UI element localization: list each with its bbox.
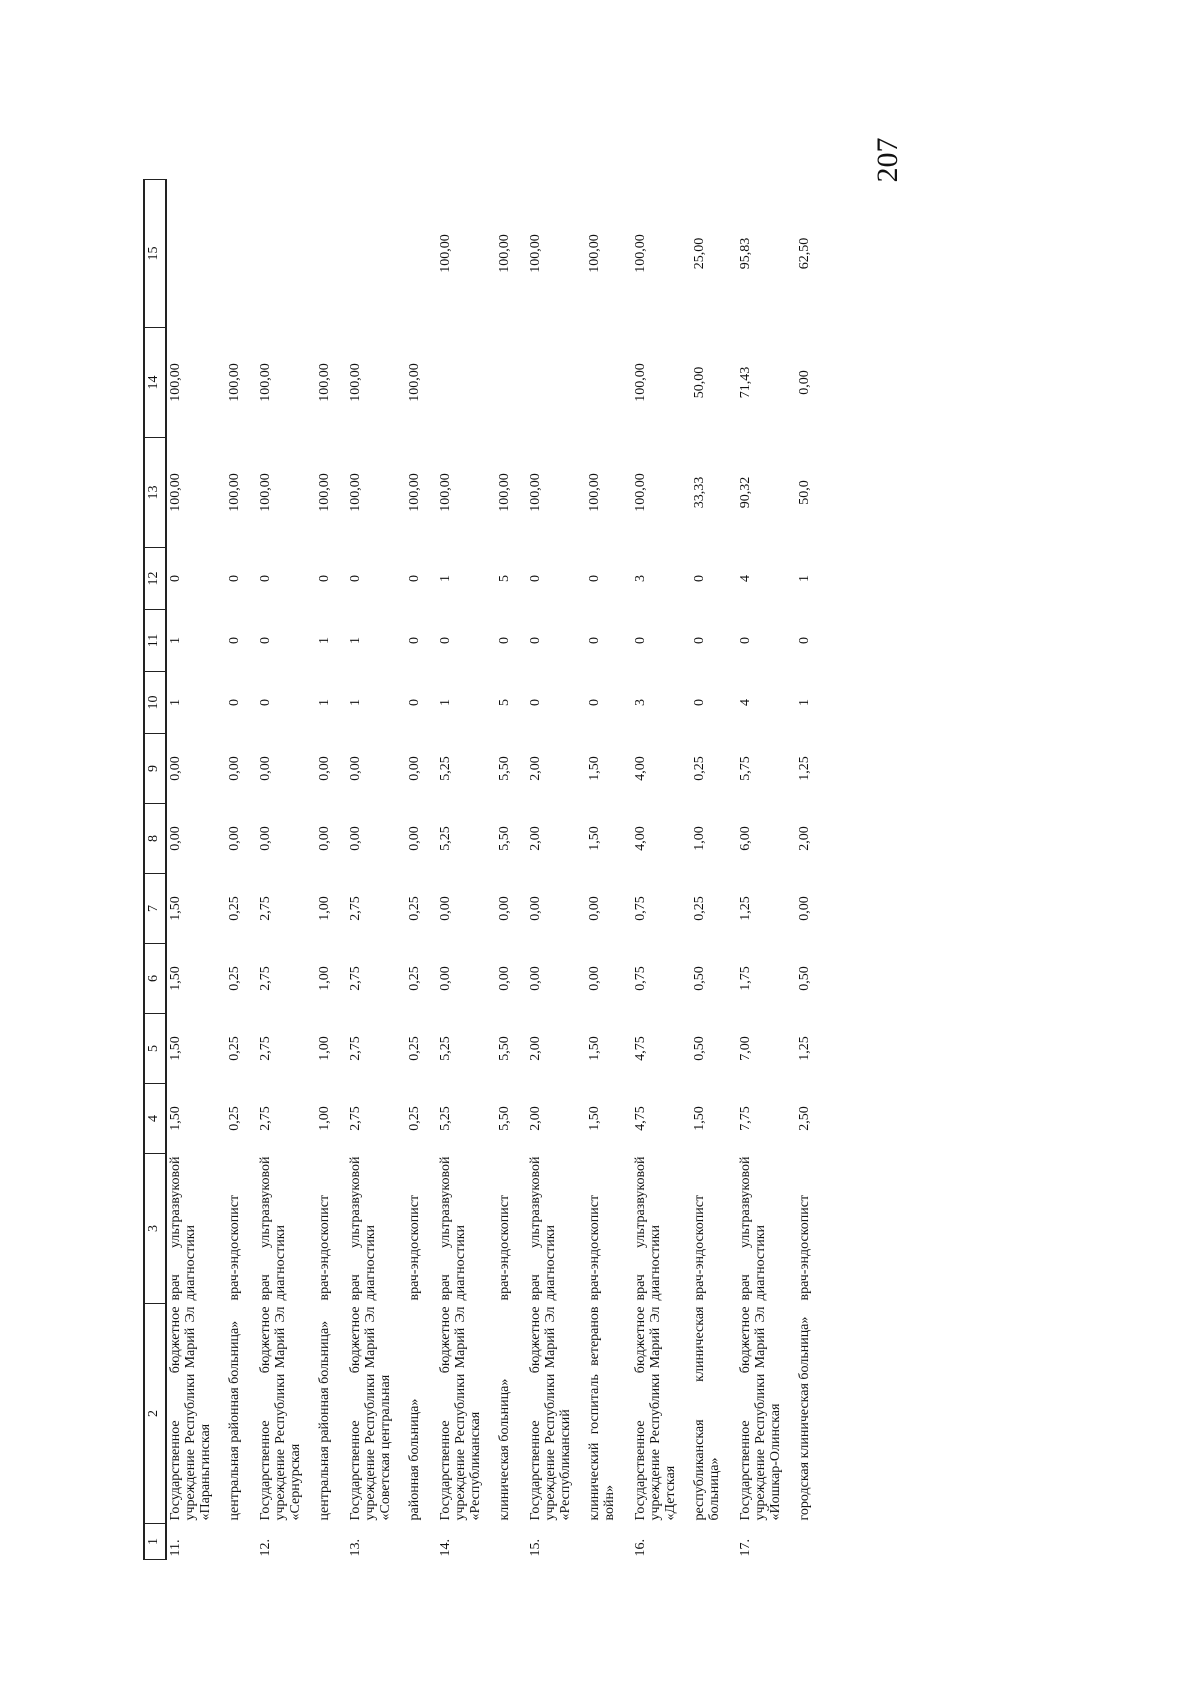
value-cell: 2,00 [797,826,812,851]
column-header: 6 [144,944,166,1014]
value-cell: 1,75 [738,966,753,991]
value-cell: 0,00 [797,896,812,921]
value-cell: 0,00 [168,826,183,851]
table-row [166,180,226,1560]
value-cell: 5,50 [497,1036,512,1061]
column-header: 1 [144,1524,166,1560]
organization-name: Государственное бюджетное учреждение Республики Марий Эл «Йошкар-Олинская [738,1306,783,1521]
row-number [586,1524,618,1560]
specialty-name: врач-эндоскопист [797,1194,812,1301]
value-cell: 2,75 [348,896,363,921]
page-number: 207 [871,137,904,183]
value-cell: 0 [633,637,648,644]
value-cell: 0,00 [317,826,332,851]
value-cell: 0 [587,699,602,706]
value-cell: 100,00 [317,473,332,512]
value-cell: 100,00 [438,234,453,273]
value-cell: 0 [438,637,453,644]
specialty-name: врач ультразвуковой диагностики [348,1156,378,1301]
value-cell: 0,50 [692,1036,707,1061]
value-cell: 0,25 [407,966,422,991]
header-row [144,180,166,1560]
value-cell: 5,25 [438,1106,453,1131]
row-number [691,1524,723,1560]
row-number: 16. [633,1539,648,1557]
column-header: 10 [144,672,166,734]
value-cell: 0 [407,637,422,644]
value-cell: 1,50 [168,896,183,921]
value-cell: 5,50 [497,826,512,851]
value-cell: 0,00 [528,896,543,921]
value-cell: 0,00 [497,896,512,921]
table-row [347,180,406,1560]
table-row [527,180,586,1560]
value-cell: 4,00 [633,826,648,851]
table-row [437,180,496,1560]
value-cell: 0,00 [168,756,183,781]
specialty-name: врач ультразвуковой диагностики [438,1156,468,1301]
value-cell: 0 [497,637,512,644]
column-header: 14 [144,328,166,438]
organization-name: клинический госпиталь ветеранов войн» [587,1306,617,1521]
row-number: 13. [348,1539,363,1557]
table-row [316,180,333,1560]
organization-name: районная больница» [407,1398,422,1521]
specialty-name: врач ультразвуковой диагностики [168,1156,198,1301]
value-cell: 0,50 [797,966,812,991]
value-cell: 1 [168,699,183,706]
value-cell: 1,00 [317,896,332,921]
value-cell: 33,33 [692,476,707,509]
value-cell: 0,25 [227,966,242,991]
column-header: 5 [144,1014,166,1084]
value-cell: 0,00 [797,370,812,395]
spacer-cell [513,180,527,1560]
value-cell: 100,00 [348,473,363,512]
table-row [691,180,723,1560]
value-cell: 100,00 [528,473,543,512]
specialty-name: врач-эндоскопист [497,1194,512,1301]
value-cell: 0,00 [348,826,363,851]
value-cell: 1 [797,575,812,582]
value-cell: 5 [497,699,512,706]
value-cell: 2,75 [348,1106,363,1131]
value-cell: 0 [692,699,707,706]
value-cell: 5,75 [738,756,753,781]
value-cell: 100,00 [528,234,543,273]
value-cell: 100,00 [168,473,183,512]
row-number [496,1524,513,1560]
column-header: 13 [144,438,166,548]
value-cell: 1,50 [168,1106,183,1131]
value-cell: 1,50 [168,1036,183,1061]
organization-name: Государственное бюджетное учреждение Республики Марий Эл «Советская центральная [348,1306,393,1521]
row-number [406,1524,423,1560]
value-cell: 100,00 [587,234,602,273]
value-cell: 90,32 [738,476,753,509]
value-cell: 7,00 [738,1036,753,1061]
organization-name: городская клиническая больница» [797,1316,812,1521]
row-number: 17. [738,1539,753,1557]
value-cell: 0 [528,575,543,582]
row-spacer [513,180,527,1560]
value-cell [316,180,333,328]
value-cell: 4 [738,575,753,582]
specialty-name: врач-эндоскопист [587,1194,602,1301]
value-cell: 0 [348,575,363,582]
table-row [406,180,423,1560]
value-cell: 0,00 [587,966,602,991]
value-cell [347,180,406,328]
value-cell: 100,00 [633,234,648,273]
value-cell: 7,75 [738,1106,753,1131]
value-cell: 100,00 [258,363,273,402]
value-cell: 2,75 [258,896,273,921]
value-cell: 1 [348,637,363,644]
value-cell: 1,25 [738,896,753,921]
value-cell: 0,50 [692,966,707,991]
value-cell [226,180,243,328]
value-cell: 0 [692,575,707,582]
organization-name: Государственное бюджетное учреждение Республики Марий Эл «Республиканская [438,1306,483,1521]
value-cell: 0,00 [258,826,273,851]
value-cell: 0 [168,575,183,582]
column-header: 11 [144,610,166,672]
value-cell: 1,50 [587,756,602,781]
value-cell: 1 [168,637,183,644]
value-cell: 6,00 [738,826,753,851]
organization-name: Государственное бюджетное учреждение Республики Марий Эл «Параньгинская [168,1306,213,1521]
table-row [257,180,316,1560]
value-cell: 2,75 [258,966,273,991]
value-cell: 62,50 [797,237,812,270]
value-cell: 1 [438,575,453,582]
spacer-cell [243,180,257,1560]
value-cell: 0 [797,637,812,644]
specialty-name: врач ультразвуковой диагностики [258,1156,288,1301]
value-cell: 0 [258,637,273,644]
specialty-name: врач ультразвуковой диагностики [528,1156,558,1301]
value-cell: 2,00 [528,1036,543,1061]
value-cell: 3 [633,699,648,706]
column-header: 4 [144,1084,166,1154]
value-cell: 5,50 [497,1106,512,1131]
value-cell: 1 [317,699,332,706]
value-cell: 0,75 [633,896,648,921]
value-cell: 0,75 [633,966,648,991]
value-cell: 1 [348,699,363,706]
value-cell: 1,00 [317,1036,332,1061]
value-cell: 0 [227,699,242,706]
row-spacer [723,180,737,1560]
value-cell: 1 [797,699,812,706]
value-cell: 50,00 [692,366,707,399]
value-cell: 0,25 [692,896,707,921]
value-cell: 0,00 [407,826,422,851]
value-cell: 1 [317,637,332,644]
value-cell: 1,50 [587,826,602,851]
value-cell: 0,00 [438,966,453,991]
row-number: 15. [528,1539,543,1557]
table-row [586,180,618,1560]
value-cell: 0,25 [692,756,707,781]
value-cell: 100,00 [348,363,363,402]
specialty-name: врач ультразвуковой диагностики [738,1156,768,1301]
value-cell: 5,25 [438,1036,453,1061]
row-number: 11. [168,1539,183,1557]
value-cell: 0,25 [227,1036,242,1061]
value-cell: 0,00 [227,826,242,851]
value-cell: 1,50 [168,966,183,991]
value-cell: 0 [692,637,707,644]
value-cell [496,328,513,438]
organization-name: Государственное бюджетное учреждение Республики Марий Эл «Республиканский [528,1306,573,1521]
row-spacer [423,180,437,1560]
value-cell: 1,00 [317,966,332,991]
organization-name: клиническая больница» [497,1378,512,1521]
value-cell: 5,25 [438,826,453,851]
specialty-name: врач-эндоскопист [407,1194,422,1301]
value-cell: 1,50 [587,1106,602,1131]
value-cell: 0,25 [227,1106,242,1131]
value-cell: 100,00 [438,473,453,512]
organization-name: центральная районная больница» [317,1320,332,1521]
specialty-name: врач-эндоскопист [317,1194,332,1301]
value-cell: 0,00 [528,966,543,991]
table-row [226,180,243,1560]
value-cell: 2,75 [258,1036,273,1061]
value-cell: 5,50 [497,756,512,781]
value-cell: 0,00 [348,756,363,781]
value-cell: 100,00 [633,363,648,402]
value-cell: 4,75 [633,1106,648,1131]
row-number [796,1524,813,1560]
column-header: 9 [144,734,166,804]
value-cell: 0 [227,575,242,582]
table-row [496,180,513,1560]
value-cell: 1,25 [797,1036,812,1061]
value-cell: 2,75 [348,966,363,991]
value-cell: 1,50 [692,1106,707,1131]
value-cell: 0 [258,699,273,706]
organization-name: Государственное бюджетное учреждение Республики Марий Эл «Детская [633,1306,678,1521]
rotated-table-sheet [143,180,963,1560]
value-cell: 4,75 [633,1036,648,1061]
value-cell: 0 [258,575,273,582]
row-number [226,1524,243,1560]
value-cell: 5 [497,575,512,582]
value-cell [257,180,316,328]
table-row [632,180,691,1560]
value-cell: 0 [528,699,543,706]
value-cell: 0 [227,637,242,644]
spacer-cell [423,180,437,1560]
value-cell: 50,0 [797,480,812,505]
value-cell: 0,00 [438,896,453,921]
value-cell: 0,00 [407,756,422,781]
value-cell: 0 [528,637,543,644]
column-header: 12 [144,548,166,610]
organization-name: Государственное бюджетное учреждение Республики Марий Эл «Сернурская [258,1306,303,1521]
value-cell: 0,25 [407,1106,422,1131]
column-header: 3 [144,1154,166,1304]
value-cell: 95,83 [738,237,753,270]
value-cell: 0 [317,575,332,582]
row-number: 14. [438,1539,453,1557]
value-cell: 0,00 [587,896,602,921]
value-cell: 0,25 [407,1036,422,1061]
value-cell: 4 [738,699,753,706]
column-header: 15 [144,180,166,328]
table-row [796,180,813,1560]
value-cell: 0 [738,637,753,644]
row-number [316,1524,333,1560]
value-cell [586,328,618,438]
value-cell [437,328,496,438]
row-number: 12. [258,1539,273,1557]
value-cell: 100,00 [227,473,242,512]
value-cell: 1,00 [317,1106,332,1131]
table-body [166,180,813,1560]
value-cell: 0,25 [407,896,422,921]
value-cell: 2,50 [797,1106,812,1131]
spacer-cell [333,180,347,1560]
value-cell: 1,50 [587,1036,602,1061]
organization-name: республиканская клиническая больница» [692,1306,722,1521]
value-cell: 4,00 [633,756,648,781]
value-cell: 2,00 [528,1106,543,1131]
spacer-cell [723,180,737,1560]
value-cell: 100,00 [497,473,512,512]
row-spacer [618,180,632,1560]
value-cell: 100,00 [317,363,332,402]
specialty-name: врач-эндоскопист [227,1194,242,1301]
specialty-name: врач-эндоскопист [692,1194,707,1301]
value-cell: 100,00 [168,363,183,402]
value-cell: 25,00 [692,237,707,270]
value-cell: 71,43 [738,366,753,399]
value-cell: 100,00 [587,473,602,512]
value-cell: 0 [587,637,602,644]
value-cell: 0,00 [317,756,332,781]
value-cell: 0 [587,575,602,582]
value-cell: 3 [633,575,648,582]
value-cell: 0,00 [258,756,273,781]
value-cell: 100,00 [407,473,422,512]
value-cell: 1 [438,699,453,706]
value-cell: 100,00 [633,473,648,512]
row-spacer [243,180,257,1560]
value-cell: 100,00 [497,234,512,273]
value-cell: 2,00 [528,826,543,851]
organization-name: центральная районная больница» [227,1320,242,1521]
value-cell: 100,00 [258,473,273,512]
value-cell: 1,00 [692,826,707,851]
value-cell: 2,00 [528,756,543,781]
value-cell: 2,75 [258,1106,273,1131]
column-header: 2 [144,1304,166,1524]
value-cell: 0,25 [227,896,242,921]
value-cell: 1,25 [797,756,812,781]
value-cell [527,328,586,438]
staffing-table [143,179,813,1560]
value-cell: 100,00 [407,363,422,402]
value-cell [406,180,423,328]
row-spacer [333,180,347,1560]
spacer-cell [618,180,632,1560]
column-header: 8 [144,804,166,874]
column-header: 7 [144,874,166,944]
value-cell: 0,00 [497,966,512,991]
value-cell: 0,00 [227,756,242,781]
specialty-name: врач ультразвуковой диагностики [633,1156,663,1301]
value-cell: 0 [407,575,422,582]
value-cell: 2,75 [348,1036,363,1061]
value-cell: 0 [407,699,422,706]
table-row [737,180,796,1560]
value-cell [166,180,226,328]
value-cell: 5,25 [438,756,453,781]
value-cell: 100,00 [227,363,242,402]
